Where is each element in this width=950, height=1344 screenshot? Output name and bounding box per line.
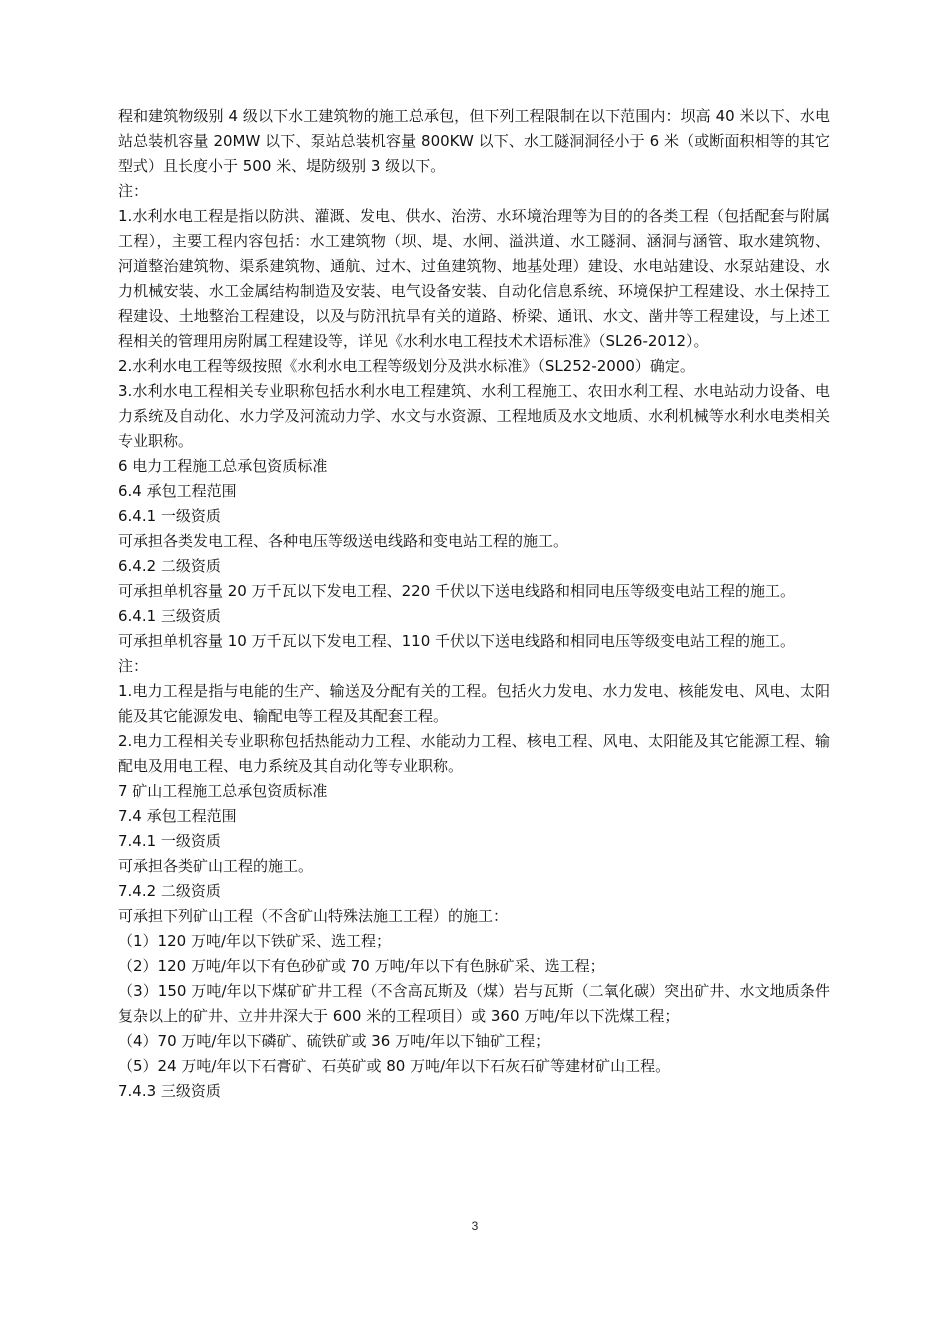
paragraph-note-label: 注： xyxy=(118,182,149,200)
paragraph-mining-level-1: 可承担各类矿山工程的施工。 xyxy=(118,857,314,875)
subsection-heading-7-4: 7.4 承包工程范围 xyxy=(118,807,237,825)
paragraph-electric-note-2: 2.电力工程相关专业职称包括热能动力工程、水能动力工程、核电工程、风电、太阳能及其它能源工程、输配电及用电工程、电力系统及其自动化等专业职称。 xyxy=(118,732,830,775)
list-item-mining-5: （5）24 万吨/年以下石膏矿、石英矿或 80 万吨/年以下石灰石矿等建材矿山工程。 xyxy=(118,1057,671,1075)
subsection-heading-6-4-2: 6.4.2 二级资质 xyxy=(118,557,221,575)
paragraph-hydro-note-2: 2.水利水电工程等级按照《水利水电工程等级划分及洪水标准》（SL252-2000）确定。 xyxy=(118,357,695,375)
list-item-mining-3: （3）150 万吨/年以下煤矿矿井工程（不含高瓦斯及（煤）岩与瓦斯（二氧化碳）突出矿井、水文地质条件复杂以上的矿井、立井井深大于 600 米的工程项目）或 360 万吨/年以下洗煤工程； xyxy=(118,982,830,1025)
subsection-heading-6-4-1: 6.4.1 一级资质 xyxy=(118,507,221,525)
paragraph-electric-level-3: 可承担单机容量 10 万千瓦以下发电工程、110 千伏以下送电线路和相同电压等级变电站工程的施工。 xyxy=(118,632,796,650)
subsection-heading-6-4-1-level-3: 6.4.1 三级资质 xyxy=(118,607,221,625)
section-heading-electric: 6 电力工程施工总承包资质标准 xyxy=(118,457,328,475)
paragraph-hydro-note-1: 1.水利水电工程是指以防洪、灌溉、发电、供水、治涝、水环境治理等为目的的各类工程（包括配套与附属工程），主要工程内容包括：水工建筑物（坝、堤、水闸、溢洪道、水工隧洞、涵洞与涵管、取水建筑物、河道整治建筑物、渠系建筑物、通航、过木、过鱼建筑物、地基处理）建设、水电站建设、水泵站建设、水力机械安装、水工金属结构制造及安装、电气设备安装、自动化信息系统、环境保护工程建设、水土保持工程建设、土地整治工程建设，以及与防汛抗旱有关的道路、桥梁、通讯、水文、凿井等工程建设，与上述工程相关的管理用房附属工程建设等，详见《水利水电工程技术术语标准》（SL26-2012）。 xyxy=(118,207,830,350)
subsection-heading-7-4-2: 7.4.2 二级资质 xyxy=(118,882,221,900)
page-number: 3 xyxy=(471,1219,479,1233)
list-item-mining-4: （4）70 万吨/年以下磷矿、硫铁矿或 36 万吨/年以下铀矿工程； xyxy=(118,1032,551,1050)
subsection-heading-6-4: 6.4 承包工程范围 xyxy=(118,482,237,500)
document-body xyxy=(118,104,830,1104)
paragraph-note-label-2: 注： xyxy=(118,657,149,675)
paragraph-mining-level-2-intro: 可承担下列矿山工程（不含矿山特殊法施工工程）的施工： xyxy=(118,907,509,925)
subsection-heading-7-4-1: 7.4.1 一级资质 xyxy=(118,832,221,850)
paragraph-electric-level-1: 可承担各类发电工程、各种电压等级送电线路和变电站工程的施工。 xyxy=(118,532,569,550)
paragraph-electric-note-1: 1.电力工程是指与电能的生产、输送及分配有关的工程。包括火力发电、水力发电、核能发电、风电、太阳能及其它能源发电、输配电等工程及其配套工程。 xyxy=(118,682,830,725)
list-item-mining-2: （2）120 万吨/年以下有色砂矿或 70 万吨/年以下有色脉矿采、选工程； xyxy=(118,957,605,975)
list-item-mining-1: （1）120 万吨/年以下铁矿采、选工程； xyxy=(118,932,391,950)
paragraph-electric-level-2: 可承担单机容量 20 万千瓦以下发电工程、220 千伏以下送电线路和相同电压等级变电站工程的施工。 xyxy=(118,582,796,600)
paragraph-hydro-note-3: 3.水利水电工程相关专业职称包括水利水电工程建筑、水利工程施工、农田水利工程、水电站动力设备、电力系统及自动化、水力学及河流动力学、水文与水资源、工程地质及水文地质、水利机械等水利水电类相关专业职称。 xyxy=(118,382,830,450)
paragraph-hydro-scope-continued: 程和建筑物级别 4 级以下水工建筑物的施工总承包，但下列工程限制在以下范围内：坝高 40 米以下、水电站总装机容量 20MW 以下、泵站总装机容量 800KW 以下、水工隧洞洞径小于 6 米（或断面积相等的其它型式）且长度小于 500 米、堤防级别 3 级以下。 xyxy=(118,107,830,175)
section-heading-mining: 7 矿山工程施工总承包资质标准 xyxy=(118,782,328,800)
subsection-heading-7-4-3: 7.4.3 三级资质 xyxy=(118,1082,221,1100)
